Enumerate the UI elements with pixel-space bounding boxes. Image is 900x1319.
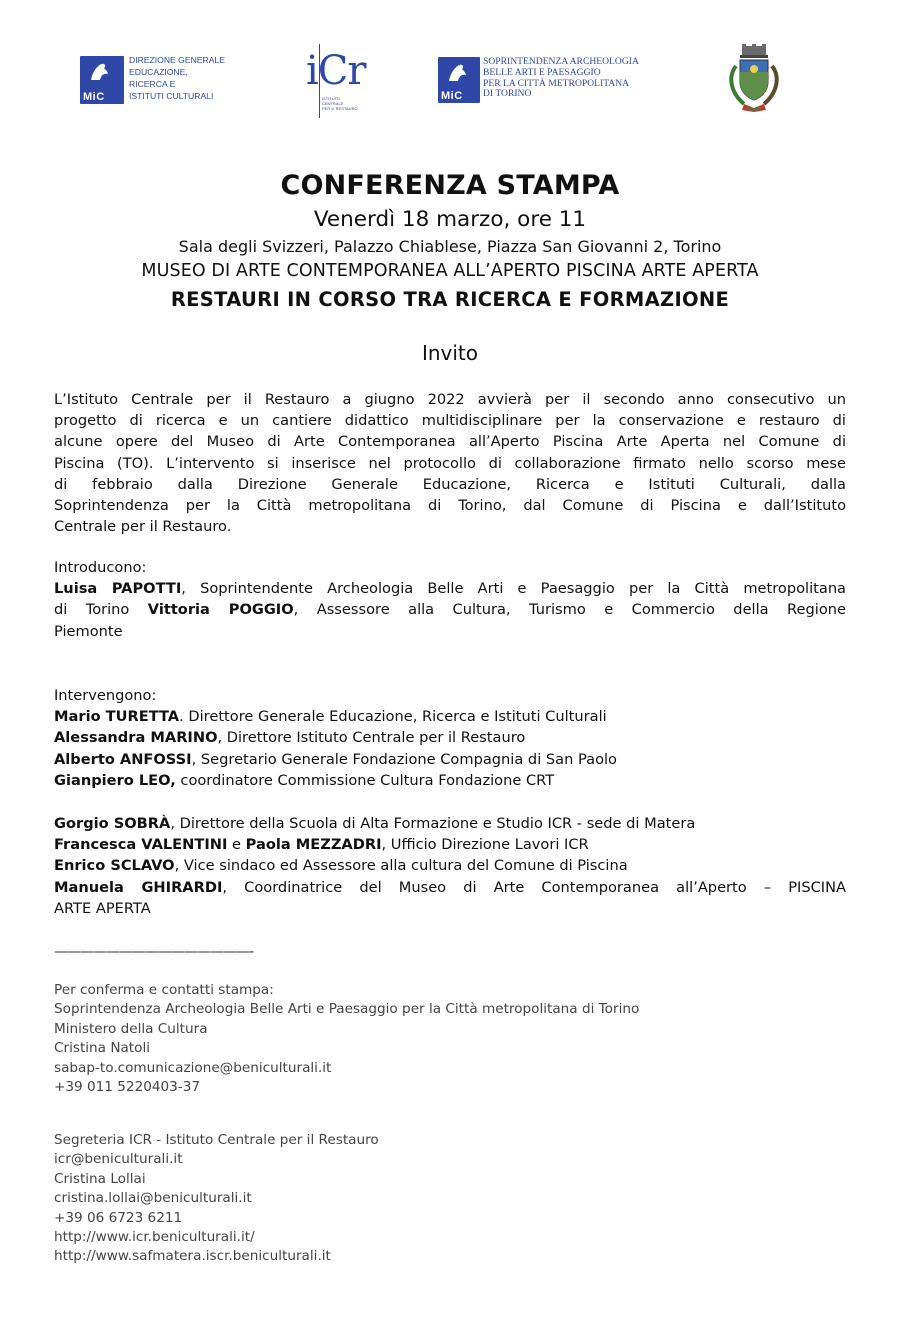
- speaker-role: di Torino: [54, 601, 148, 619]
- contact-email[interactable]: icr@beniculturali.it: [54, 1151, 183, 1168]
- speaker-name: Vittoria POGGIO: [147, 601, 294, 619]
- speaker-line: [54, 749, 846, 770]
- speaker-role: , Vice sindaco ed Assessore alla cultura del Comune di Piscina: [174, 857, 628, 875]
- speaker-name: Alberto ANFOSSI: [54, 750, 192, 768]
- intro-line: alcune opere del Museo di Arte Contemporanea all’Aperto Piscina Arte Aperta nel Comune di: [54, 433, 846, 451]
- speaker-line: Piemonte: [54, 622, 123, 640]
- icr-contacts: [54, 1131, 379, 1267]
- contact-line: Cristina Natoli: [54, 1040, 151, 1057]
- speaker-line: [54, 855, 846, 876]
- separator: ———————————————-: [54, 944, 254, 960]
- municipal-crest-icon: [722, 42, 786, 116]
- intervengono-section: [54, 685, 846, 791]
- mic-direzione-label: [129, 54, 225, 102]
- speaker-name: Luisa PAPOTTI: [54, 580, 182, 598]
- mic-mark: [438, 57, 480, 103]
- logo-line: BELLE ARTI E PAESAGGIO: [483, 66, 601, 78]
- logo-line: DIREZIONE GENERALE: [129, 55, 225, 65]
- contact-phone: +39 06 6723 6211: [54, 1209, 183, 1226]
- speaker-line: ARTE APERTA: [54, 899, 151, 917]
- intro-line: Centrale per il Restauro.: [54, 518, 232, 536]
- logo-line: RICERCA E: [129, 79, 176, 89]
- speaker-role: coordinatore Commissione Cultura Fondazione CRT: [175, 771, 555, 789]
- logo-line: EDUCAZIONE,: [129, 67, 188, 77]
- speaker-line: [54, 877, 846, 898]
- event-date: Venerdì 18 marzo, ore 11: [313, 207, 587, 232]
- intervengono-section-2: [54, 813, 846, 919]
- speaker-line: [54, 578, 846, 599]
- icr-logo: [300, 44, 372, 118]
- speaker-name: Mario TURETTA: [54, 708, 180, 726]
- contact-link[interactable]: http://www.safmatera.iscr.beniculturali.it: [54, 1248, 331, 1265]
- speaker-role: , Segretario Generale Fondazione Compagnia di San Paolo: [191, 750, 617, 768]
- mic-figure-icon: [88, 62, 110, 82]
- invito-heading: Invito: [421, 341, 479, 365]
- speaker-line: [54, 834, 846, 855]
- speaker-role: . Direttore Generale Educazione, Ricerca e Istituti Culturali: [179, 708, 607, 726]
- mic-mark-text: MiC: [441, 90, 463, 102]
- intro-line: Soprintendenza per la Città metropolitana di Torino, dal Comune di Piscina e dall’Istituto: [54, 497, 846, 515]
- speaker-role: , Direttore della Scuola di Alta Formazione e Studio ICR - sede di Matera: [170, 815, 696, 832]
- introducono-section: [54, 557, 846, 642]
- mic-mark-text: MiC: [83, 91, 105, 103]
- introducono-label: Introducono:: [54, 559, 147, 576]
- page-title: CONFERENZA STAMPA: [280, 170, 620, 201]
- contact-line: Cristina Lollai: [54, 1170, 146, 1187]
- speaker-role: , Assessore alla Cultura, Turismo e Commercio della Regione: [293, 601, 846, 619]
- speaker-name: Francesca VALENTINI: [54, 836, 228, 854]
- event-place: Sala degli Svizzeri, Palazzo Chiablese, Piazza San Giovanni 2, Torino: [178, 237, 722, 256]
- museum-name: MUSEO DI ARTE CONTEMPORANEA ALL’APERTO PISCINA ARTE APERTA: [141, 261, 759, 281]
- speaker-role: , Soprintendente Archeologia Belle Arti e Paesaggio per la Città metropolitana: [181, 580, 847, 598]
- intervengono-label: Intervengono:: [54, 687, 157, 704]
- logo-line: ISTITUTI CULTURALI: [129, 91, 214, 101]
- contact-line: Ministero della Cultura: [54, 1020, 208, 1037]
- logo-line: SOPRINTENDENZA ARCHEOLOGIA: [483, 56, 639, 67]
- mic-soprintendenza-logo: [438, 57, 668, 105]
- speaker-role: , Ufficio Direzione Lavori ICR: [381, 836, 589, 854]
- contact-line: Soprintendenza Archeologia Belle Arti e Paesaggio per la Città metropolitana di Torino: [54, 1001, 640, 1018]
- contact-link[interactable]: http://www.icr.beniculturali.it/: [54, 1229, 255, 1246]
- speaker-line: [54, 813, 846, 834]
- logo-line: DI TORINO: [483, 88, 532, 100]
- event-subtitle: RESTAURI IN CORSO TRA RICERCA E FORMAZIONE: [170, 288, 730, 311]
- intro-line: L’Istituto Centrale per il Restauro a giugno 2022 avvierà per il secondo anno consecutivo un: [54, 391, 846, 408]
- speaker-name: Alessandra MARINO: [54, 729, 218, 747]
- icr-mark: iCr: [306, 48, 366, 94]
- logo-line: CENTRALE: [322, 101, 344, 106]
- speaker-name: Gorgio SOBRÀ: [54, 815, 171, 832]
- speaker-line: [54, 706, 846, 727]
- speaker-join: e: [227, 836, 246, 854]
- press-contacts: [54, 981, 639, 1097]
- intro-line: di febbraio dalla Direzione Generale Educazione, Ricerca e Istituti Culturali, dalla: [54, 475, 846, 493]
- mic-figure-icon: [446, 63, 468, 83]
- intro-line: progetto di ricerca e un cantiere didattico multidisciplinare per la conservazione e restauro di: [54, 412, 846, 430]
- contact-phone: +39 011 5220403-37: [54, 1079, 201, 1096]
- speaker-role: , Direttore Istituto Centrale per il Restauro: [217, 729, 526, 747]
- logo-line: PER IL RESTAURO: [322, 106, 358, 111]
- logo-line: ISTITUTO: [322, 96, 341, 101]
- contact-line: Per conferma e contatti stampa:: [54, 982, 274, 998]
- speaker-line: [54, 770, 846, 791]
- speaker-name: Paola MEZZADRI: [245, 836, 382, 854]
- speaker-name: Manuela GHIRARDI: [54, 878, 223, 896]
- logo-line: PER LA CITTÀ METROPOLITANA: [483, 77, 630, 89]
- speaker-name: Enrico SCLAVO: [54, 857, 175, 875]
- contact-email[interactable]: cristina.lollai@beniculturali.it: [54, 1190, 252, 1207]
- mic-direzione-logo: [80, 56, 230, 106]
- speaker-name: Gianpiero LEO,: [54, 771, 176, 789]
- speaker-line: [54, 727, 846, 748]
- speaker-line: [54, 599, 846, 620]
- mic-mark: [80, 56, 124, 104]
- contact-line: Segreteria ICR - Istituto Centrale per il Restauro: [54, 1132, 379, 1148]
- speaker-role: , Coordinatrice del Museo di Arte Contemporanea all’Aperto – PISCINA: [222, 878, 846, 896]
- contact-email[interactable]: sabap-to.comunicazione@beniculturali.it: [54, 1059, 332, 1076]
- icr-sub: [322, 96, 362, 111]
- intro-paragraph: [54, 389, 846, 537]
- intro-line: Piscina (TO). L’intervento si inserisce nel protocollo di collaborazione firmato nello scorso mese: [54, 454, 846, 472]
- mic-soprintendenza-label: [483, 57, 639, 100]
